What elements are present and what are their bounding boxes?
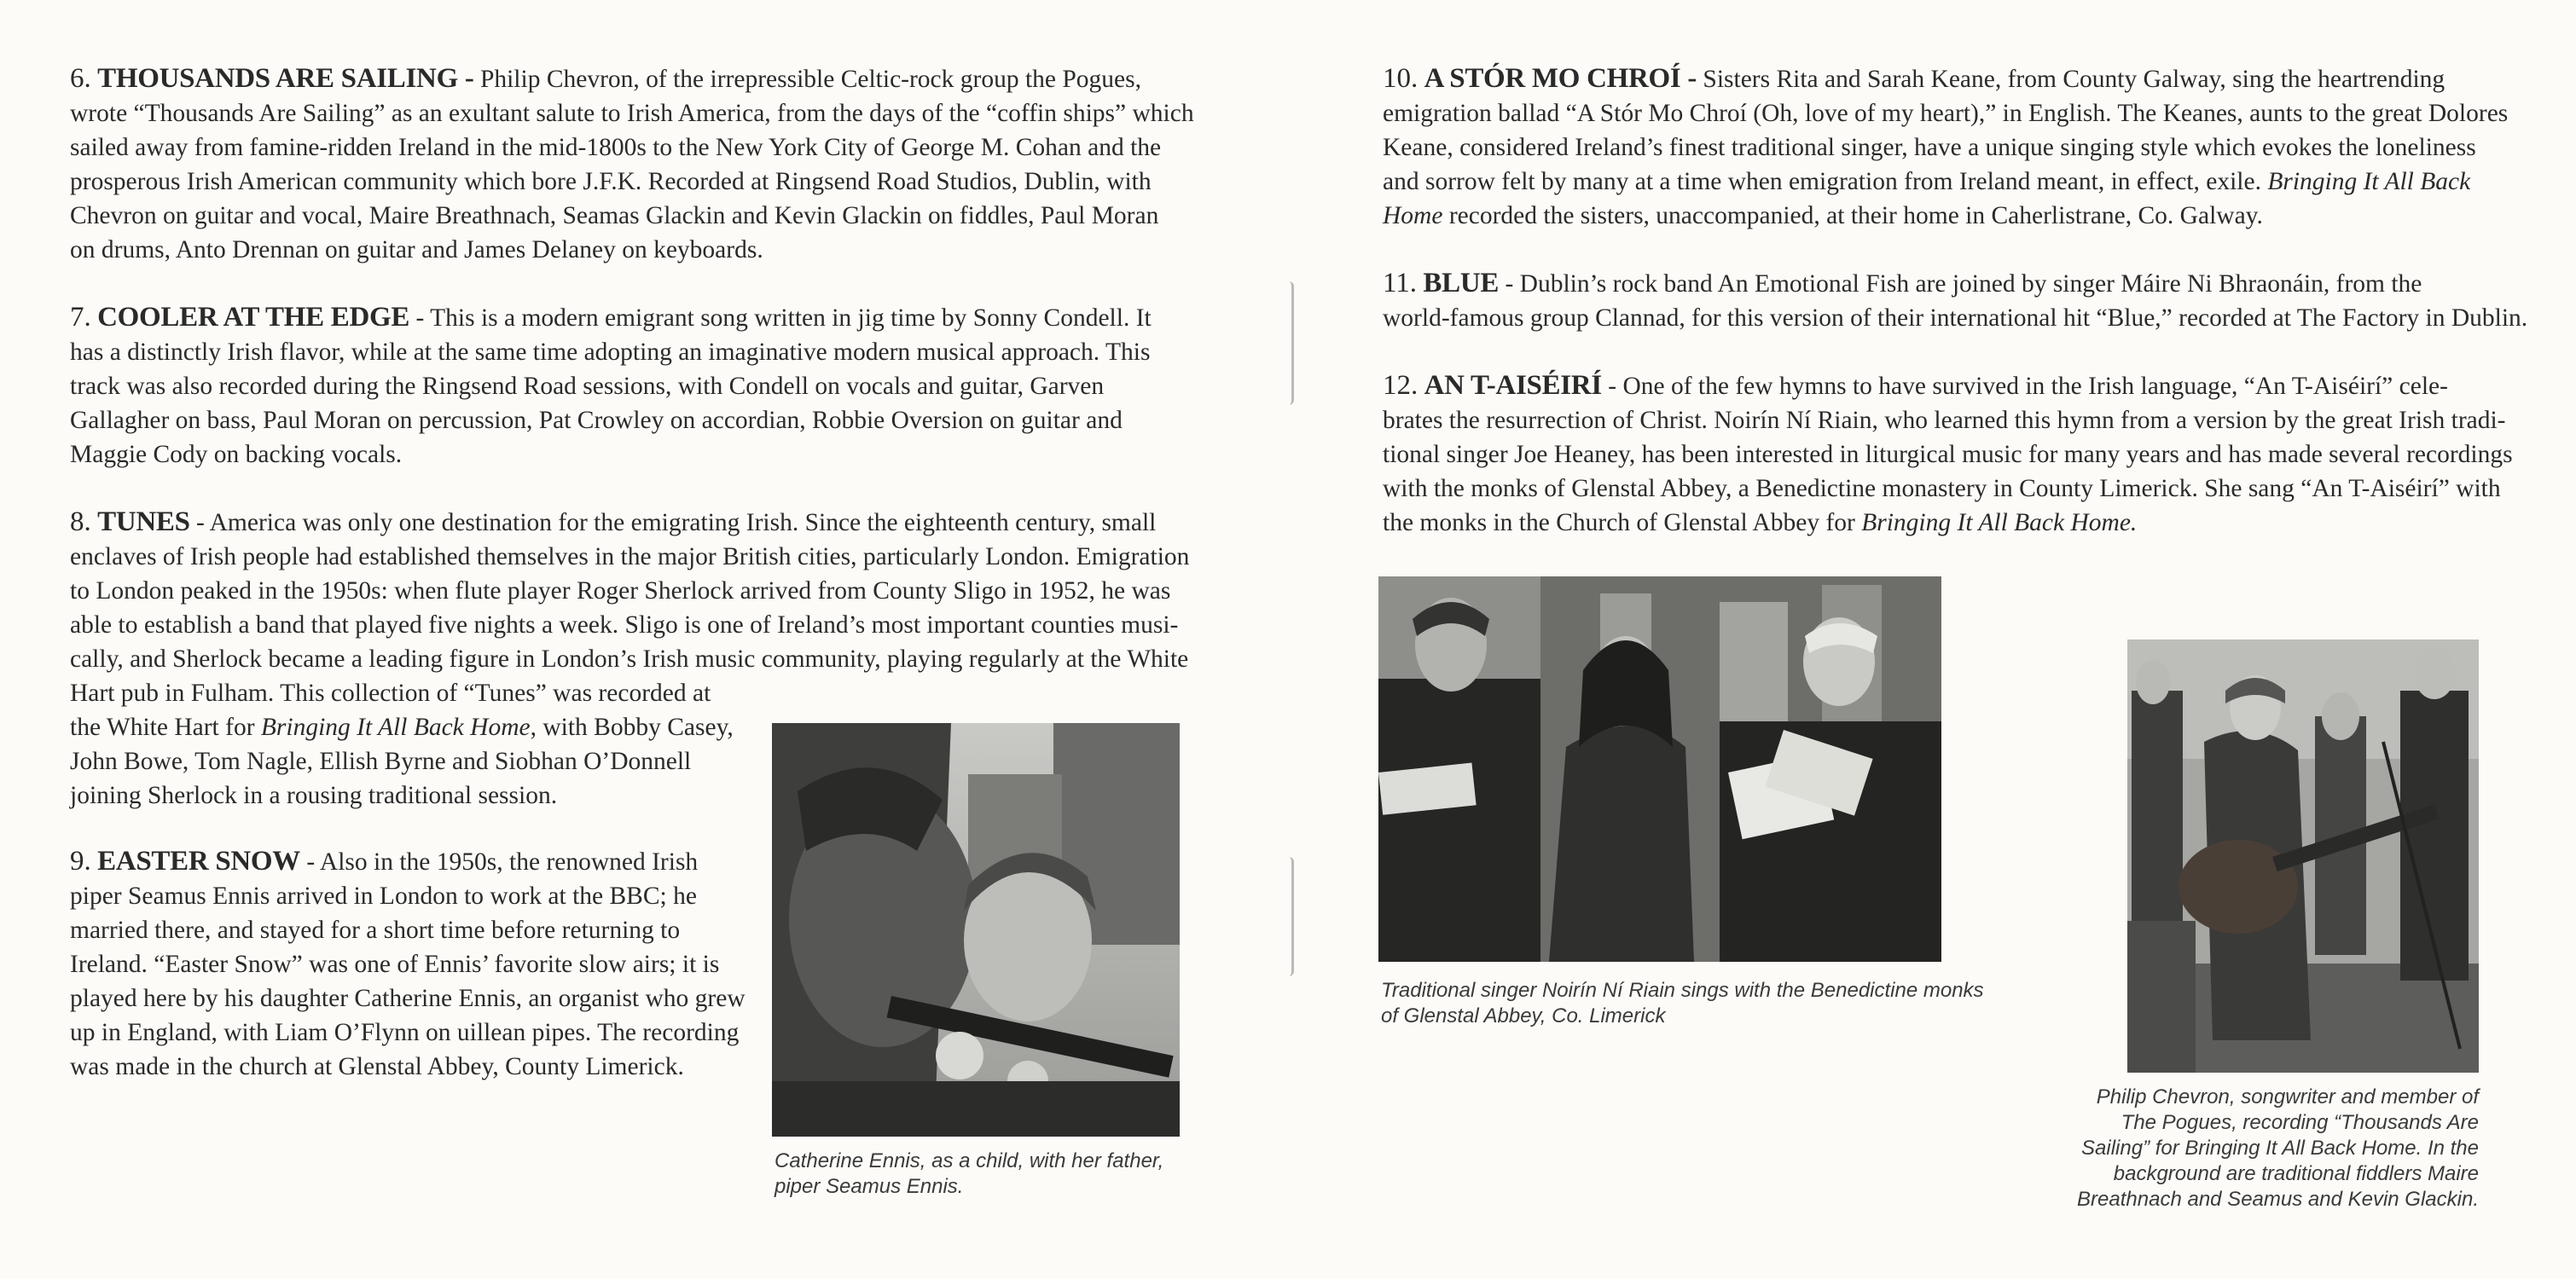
entry-title: AN T-AISÉIRÍ [1424, 370, 1602, 401]
photo-noirin-ni-riain [1378, 576, 1941, 962]
photo-seamus-ennis [772, 723, 1180, 1137]
photo-caption: Philip Chevron, songwriter and member of The Pogues, recording “Thousands Are Sailing” for Bringing It All Back Home. In the background are traditional fiddlers Maire Breathnach and Seamus and Kevin Glackin. [2077, 1085, 2479, 1211]
left-page [0, 0, 1279, 1279]
entry-number: 8. [70, 506, 91, 537]
entry-number: 11. [1383, 268, 1418, 298]
entry-10: 10. A STÓR MO CHROÍ - Sisters Rita and Sarah Keane, from County Galway, sing the heartrending emigration ballad “A Stór Mo Chroí (Oh, love of my heart),” in English. The Keanes, aunts to the great Dolores Keane, considered Ireland’s finest traditional singer, have a unique singing style which evokes the loneliness and sorrow felt by many at a time when emigration from Ireland meant, in effect, exile. Bringing It All Back Home recorded the sisters, unaccompanied, at their home in Caherlistrane, Co. Galway. [1383, 63, 2509, 229]
entry-number: 6. [70, 63, 91, 94]
entry-8: 8. TUNES - America was only one destination for the emigrating Irish. Since the eighteenth century, small enclaves of Irish people had established themselves in the major British cities, particularly London. Emigration to London peaked in the 1950s: when flute player Roger Sherlock arrived from County Sligo in 1952, he was able to establish a band that played five nights a week. Sligo is one of Ireland’s most important counties musi- cally, and Sherlock became a leading figure in London’s Irish music community, playing regularly at the White Hart pub in Fulham. This collection of “Tunes” was recorded at the White Hart for Bringing It All Back Home, with Bobby Casey, John Bowe, Tom Nagle, Ellish Byrne and Siobhan O’Donnell joining Sherlock in a rousing traditional session. [70, 506, 1190, 809]
photo-philip-chevron [2127, 640, 2479, 1073]
right-page [1288, 0, 2576, 1279]
entry-title: A STÓR MO CHROÍ - [1424, 63, 1697, 94]
entry-6: 6. THOUSANDS ARE SAILING - Philip Chevron, of the irrepressible Celtic-rock group the Pogues, wrote “Thousands Are Sailing” as an exultant salute to Irish America, from the days of the “coffin ships” which sailed away from famine-ridden Ireland in the mid-1800s to the New York City of George M. Cohan and the prosperous Irish American community which bore J.F.K. Recorded at Ringsend Road Studios, Dublin, with Chevron on guitar and vocal, Maire Breathnach, Seamas Glackin and Kevin Glackin on fiddles, Paul Moran on drums, Anto Drennan on guitar and James Delaney on keyboards. [70, 63, 1194, 263]
entry-11: 11. BLUE - Dublin’s rock band An Emotional Fish are joined by singer Máire Ni Bhraonáin, from the world-famous group Clannad, for this version of their international hit “Blue,” recorded at The Factory in Dublin. [1383, 268, 2528, 332]
entry-title: THOUSANDS ARE SAILING - [97, 63, 474, 94]
entry-title: BLUE [1423, 268, 1500, 298]
entry-9: 9. EASTER SNOW - Also in the 1950s, the renowned Irish piper Seamus Ennis arrived in London to work at the BBC; he married there, and stayed for a short time before returning to Ireland. “Easter Snow” was one of Ennis’ favorite slow airs; it is played here by his daughter Catherine Ennis, an organist who grew up in England, with Liam O’Flynn on uillean pipes. The recording was made in the church at Glenstal Abbey, County Limerick. [70, 846, 746, 1080]
entry-title: COOLER AT THE EDGE [97, 302, 410, 333]
photo-caption: Traditional singer Noirín Ní Riain sings with the Benedictine monks of Glenstal Abbey, Co. Limerick [1381, 979, 1984, 1027]
entry-12: 12. AN T-AISÉIRÍ - One of the few hymns to have survived in the Irish language, “An T-Aiséirí” cele- brates the resurrection of Christ. Noirín Ní Riain, who learned this hymn from a version by the great Irish tradi- tional singer Joe Heaney, has been interested in liturgical music for many years and has made several recordings with the monks of Glenstal Abbey, a Benedictine monastery in County Limerick. She sang “An T-Aiséirí” with the monks in the Church of Glenstal Abbey for Bringing It All Back Home. [1383, 370, 2513, 536]
entry-number: 7. [70, 302, 91, 333]
photo-caption: Catherine Ennis, as a child, with her father, piper Seamus Ennis. [775, 1149, 1164, 1198]
entry-number: 9. [70, 846, 91, 877]
entry-number: 10. [1383, 63, 1419, 94]
entry-title: TUNES [97, 506, 190, 537]
entry-number: 12. [1383, 370, 1419, 401]
entry-7: 7. COOLER AT THE EDGE - This is a modern emigrant song written in jig time by Sonny Condell. It has a distinctly Irish flavor, while at the same time adopting an imaginative modern musical approach. This track was also recorded during the Ringsend Road sessions, with Condell on vocals and guitar, Garven Gallagher on bass, Paul Moran on percussion, Pat Crowley on accordian, Robbie Oversion on guitar and Maggie Cody on backing vocals. [70, 302, 1152, 468]
entry-title: EASTER SNOW [97, 846, 300, 877]
